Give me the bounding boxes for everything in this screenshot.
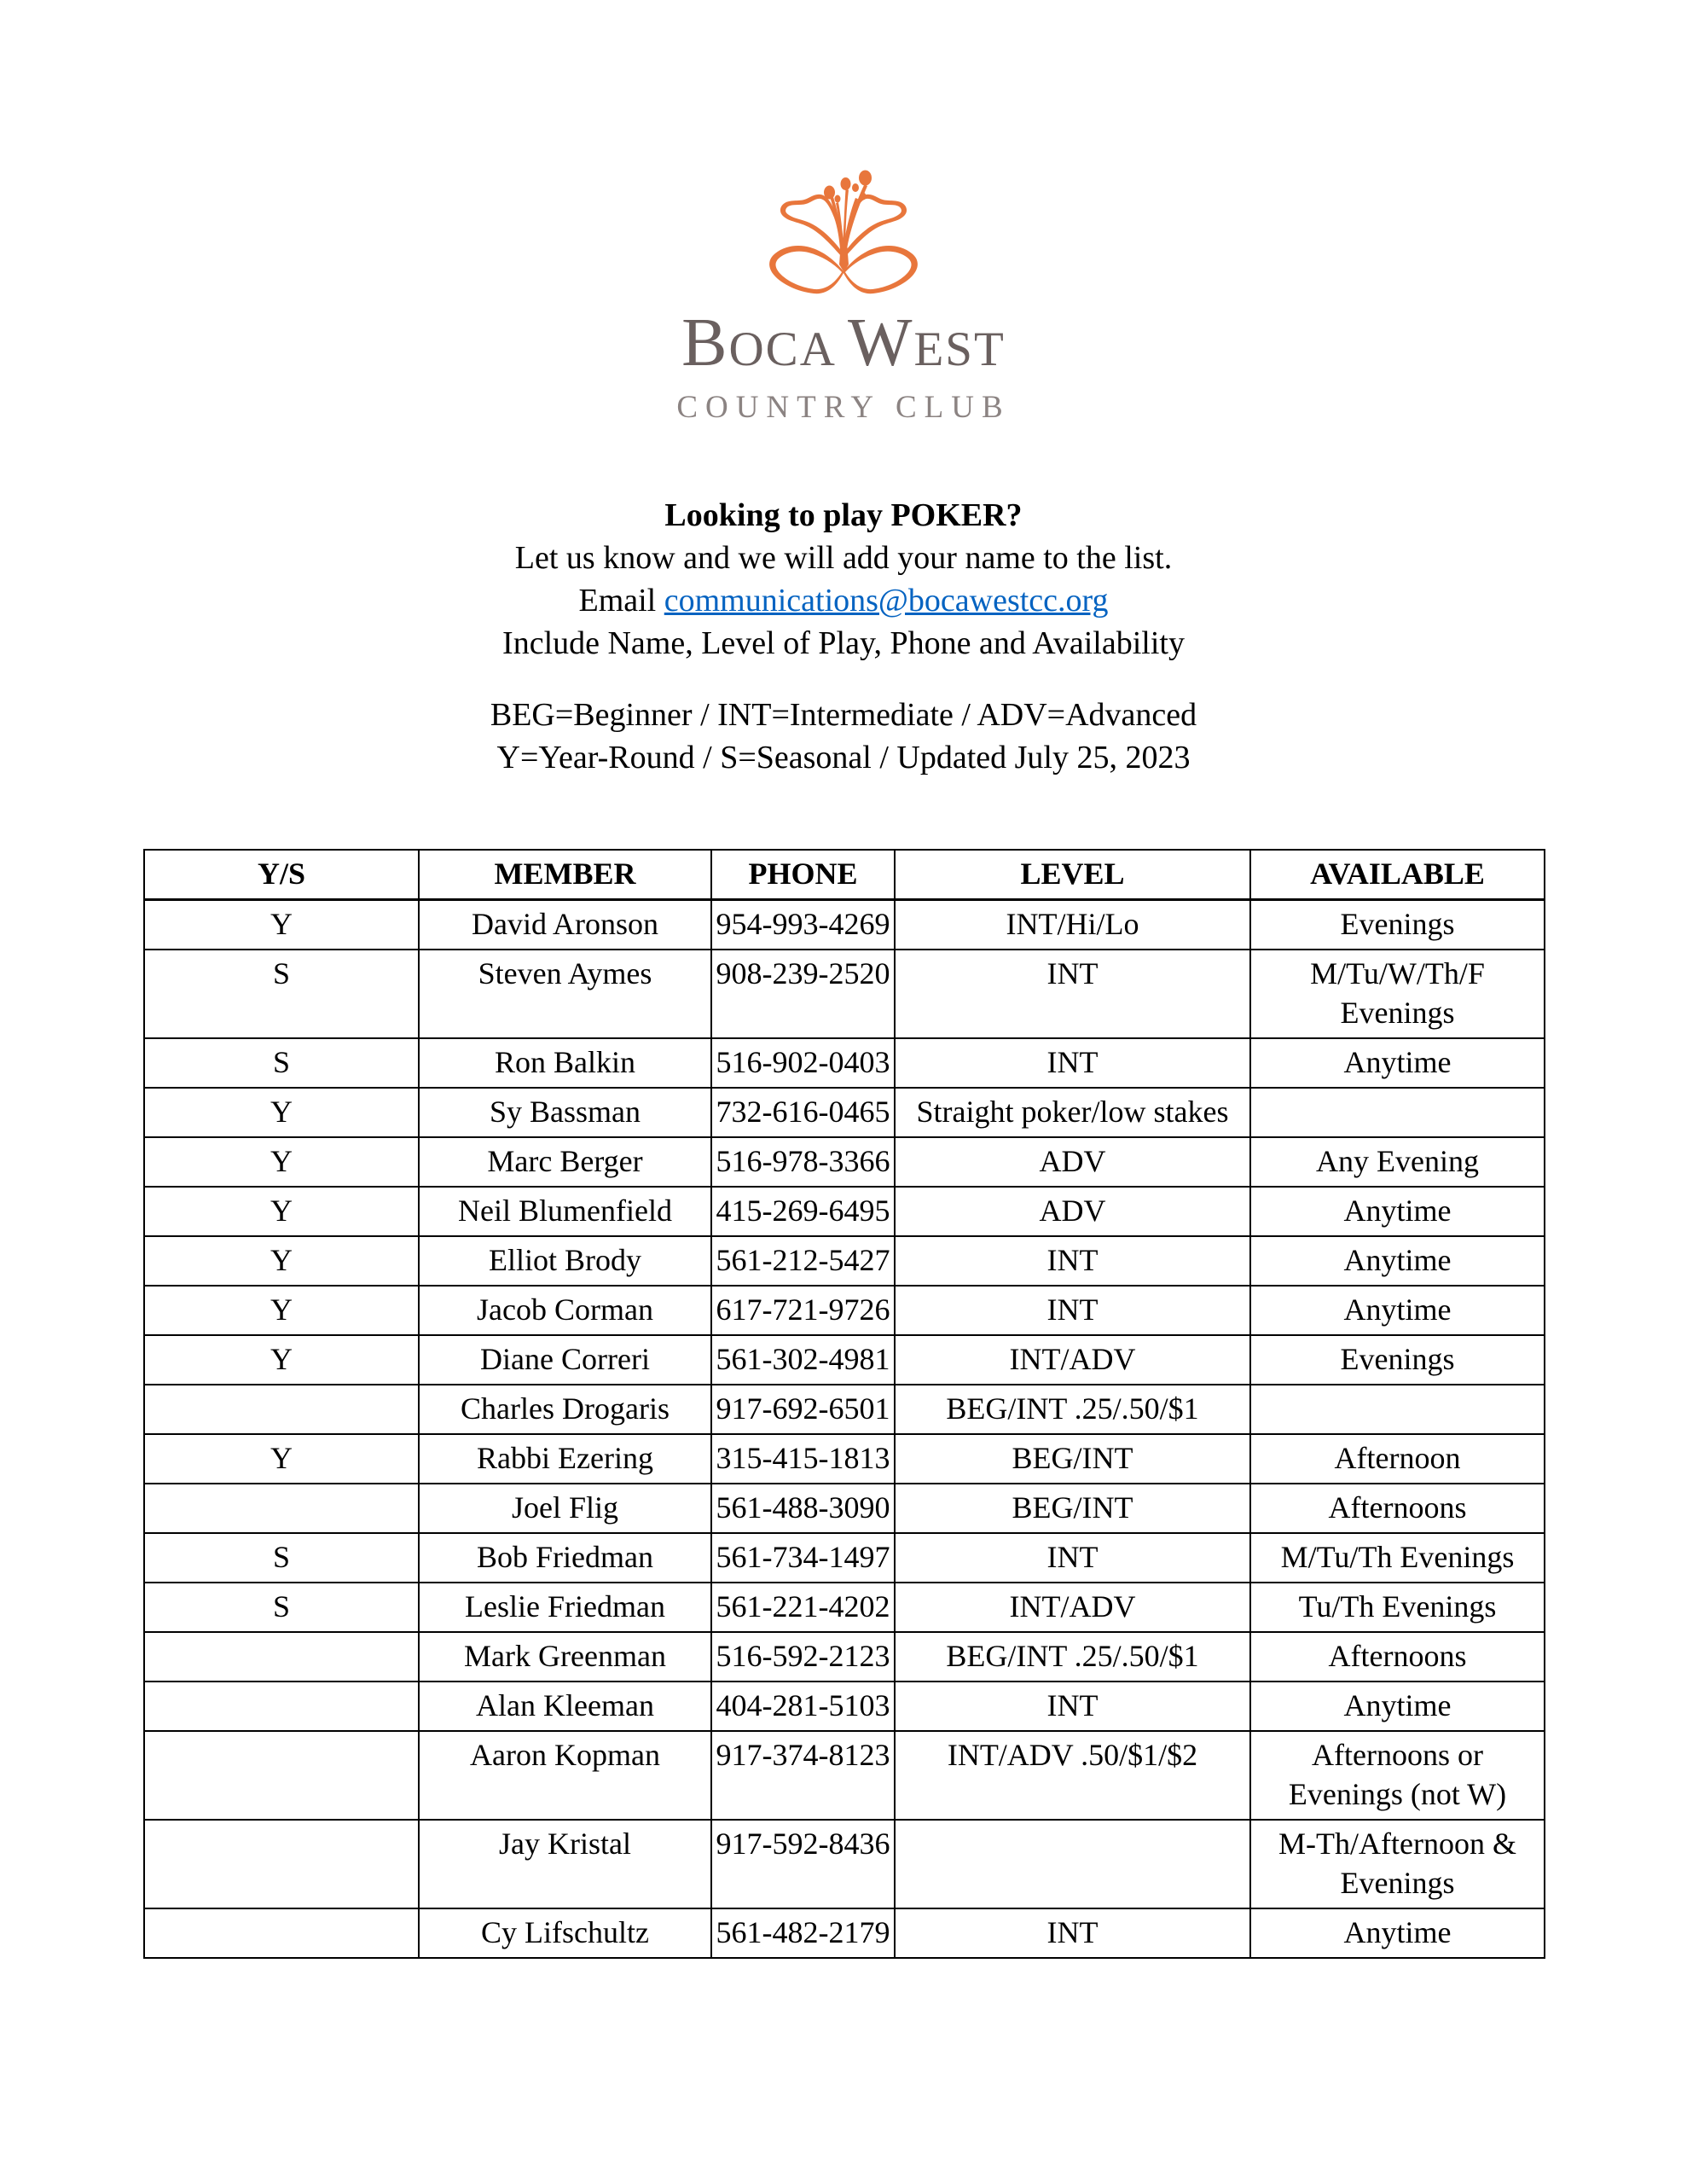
cell-phone: 561-221-4202	[711, 1583, 895, 1632]
cell-phone: 561-302-4981	[711, 1335, 895, 1385]
cell-ys	[144, 1682, 419, 1731]
logo-wordmark	[0, 305, 1687, 380]
cell-available: Evenings	[1250, 1335, 1545, 1385]
cell-ys	[144, 1731, 419, 1820]
cell-ys: Y	[144, 1335, 419, 1385]
column-header-level: LEVEL	[895, 850, 1250, 900]
cell-available: Afternoons or Evenings (not W)	[1250, 1731, 1545, 1820]
cell-phone: 516-902-0403	[711, 1038, 895, 1088]
intro-headline: Looking to play POKER?	[664, 497, 1023, 533]
table-row	[144, 1731, 1545, 1820]
cell-ys: S	[144, 950, 419, 1038]
poker-roster-table	[143, 849, 1545, 1959]
cell-ys: S	[144, 1583, 419, 1632]
cell-member: Joel Flig	[419, 1484, 711, 1533]
cell-available: Afternoons	[1250, 1632, 1545, 1682]
cell-member: Bob Friedman	[419, 1533, 711, 1583]
roster-table-head	[144, 850, 1545, 900]
table-row	[144, 1385, 1545, 1434]
cell-level: BEG/INT	[895, 1484, 1250, 1533]
cell-member: Charles Drogaris	[419, 1385, 711, 1434]
cell-available: Anytime	[1250, 1187, 1545, 1236]
cell-level: BEG/INT .25/.50/$1	[895, 1385, 1250, 1434]
intro-email-line	[0, 579, 1687, 622]
cell-available: Afternoons	[1250, 1484, 1545, 1533]
cell-ys: Y	[144, 1137, 419, 1187]
cell-level: INT	[895, 950, 1250, 1038]
intro-line-4: Include Name, Level of Play, Phone and Availability	[502, 625, 1185, 661]
cell-member: Jacob Corman	[419, 1286, 711, 1335]
cell-member: Alan Kleeman	[419, 1682, 711, 1731]
cell-phone: 404-281-5103	[711, 1682, 895, 1731]
cell-member: Jay Kristal	[419, 1820, 711, 1908]
cell-available: Anytime	[1250, 1682, 1545, 1731]
cell-level: ADV	[895, 1187, 1250, 1236]
cell-level	[895, 1820, 1250, 1908]
cell-ys: Y	[144, 1187, 419, 1236]
cell-ys	[144, 1908, 419, 1958]
logo-wordmark-oca: OCA	[728, 322, 848, 376]
cell-level: INT/ADV	[895, 1583, 1250, 1632]
contact-email-link[interactable]: communications@bocawestcc.org	[664, 583, 1109, 619]
cell-member: David Aronson	[419, 900, 711, 950]
intro-text-block	[0, 494, 1687, 694]
table-row	[144, 1533, 1545, 1583]
cell-level: Straight poker/low stakes	[895, 1088, 1250, 1137]
cell-ys	[144, 1632, 419, 1682]
table-row	[144, 1682, 1545, 1731]
cell-phone: 732-616-0465	[711, 1088, 895, 1137]
cell-member: Steven Aymes	[419, 950, 711, 1038]
intro-email-prefix: Email	[578, 583, 664, 619]
cell-ys: Y	[144, 1434, 419, 1484]
cell-level: INT	[895, 1908, 1250, 1958]
cell-member: Rabbi Ezering	[419, 1434, 711, 1484]
legend-line-levels: BEG=Beginner / INT=Intermediate / ADV=Advanced	[490, 697, 1197, 733]
table-row	[144, 1088, 1545, 1137]
intro-spacer	[0, 665, 1687, 694]
cell-ys: S	[144, 1038, 419, 1088]
table-row	[144, 950, 1545, 1038]
logo-wordmark-b: B	[681, 305, 729, 380]
cell-available: M/Tu/Th Evenings	[1250, 1533, 1545, 1583]
club-logo-block	[0, 0, 1687, 426]
cell-available: M-Th/Afternoon & Evenings	[1250, 1820, 1545, 1908]
cell-available: Any Evening	[1250, 1137, 1545, 1187]
cell-phone: 617-721-9726	[711, 1286, 895, 1335]
cell-ys: Y	[144, 1236, 419, 1286]
cell-member: Cy Lifschultz	[419, 1908, 711, 1958]
legend-block	[0, 694, 1687, 779]
cell-phone: 315-415-1813	[711, 1434, 895, 1484]
cell-ys	[144, 1385, 419, 1434]
cell-member: Sy Bassman	[419, 1088, 711, 1137]
column-header-available: AVAILABLE	[1250, 850, 1545, 900]
cell-level: INT	[895, 1286, 1250, 1335]
legend-line-season: Y=Year-Round / S=Seasonal / Updated July 25, 2023	[496, 740, 1191, 775]
table-row	[144, 1137, 1545, 1187]
cell-phone: 561-482-2179	[711, 1908, 895, 1958]
cell-level: INT/Hi/Lo	[895, 900, 1250, 950]
table-row	[144, 1583, 1545, 1632]
cell-phone: 917-374-8123	[711, 1731, 895, 1820]
table-header-row	[144, 850, 1545, 900]
cell-available	[1250, 1385, 1545, 1434]
cell-ys	[144, 1484, 419, 1533]
column-header-phone: PHONE	[711, 850, 895, 900]
table-row	[144, 1434, 1545, 1484]
logo-wordmark-est: EST	[913, 322, 1006, 376]
cell-available: Evenings	[1250, 900, 1545, 950]
cell-member: Marc Berger	[419, 1137, 711, 1187]
cell-phone: 561-488-3090	[711, 1484, 895, 1533]
table-row	[144, 1038, 1545, 1088]
cell-phone: 516-592-2123	[711, 1632, 895, 1682]
cell-available: Anytime	[1250, 1286, 1545, 1335]
column-header-ys: Y/S	[144, 850, 419, 900]
cell-level: BEG/INT .25/.50/$1	[895, 1632, 1250, 1682]
hibiscus-flower-logo-icon	[756, 167, 931, 304]
cell-available: Tu/Th Evenings	[1250, 1583, 1545, 1632]
cell-member: Elliot Brody	[419, 1236, 711, 1286]
table-row	[144, 900, 1545, 950]
table-row	[144, 1484, 1545, 1533]
cell-phone: 917-692-6501	[711, 1385, 895, 1434]
cell-available: Anytime	[1250, 1236, 1545, 1286]
intro-line-2: Let us know and we will add your name to the list.	[514, 540, 1173, 576]
cell-member: Ron Balkin	[419, 1038, 711, 1088]
cell-ys: S	[144, 1533, 419, 1583]
cell-available: Afternoon	[1250, 1434, 1545, 1484]
cell-phone: 917-592-8436	[711, 1820, 895, 1908]
cell-level: BEG/INT	[895, 1434, 1250, 1484]
roster-table-body	[144, 900, 1545, 1959]
table-row	[144, 1236, 1545, 1286]
cell-level: INT	[895, 1533, 1250, 1583]
cell-phone: 415-269-6495	[711, 1187, 895, 1236]
table-row	[144, 1632, 1545, 1682]
cell-phone: 561-734-1497	[711, 1533, 895, 1583]
cell-member: Leslie Friedman	[419, 1583, 711, 1632]
cell-ys: Y	[144, 1088, 419, 1137]
roster-table-wrap	[143, 849, 1544, 1959]
table-row	[144, 1286, 1545, 1335]
cell-member: Neil Blumenfield	[419, 1187, 711, 1236]
cell-level: INT	[895, 1236, 1250, 1286]
cell-level: INT/ADV .50/$1/$2	[895, 1731, 1250, 1820]
logo-subtitle: COUNTRY CLUB	[676, 390, 1011, 425]
cell-available: Anytime	[1250, 1038, 1545, 1088]
cell-phone: 516-978-3366	[711, 1137, 895, 1187]
cell-available	[1250, 1088, 1545, 1137]
cell-ys: Y	[144, 900, 419, 950]
cell-phone: 908-239-2520	[711, 950, 895, 1038]
column-header-member: MEMBER	[419, 850, 711, 900]
table-row	[144, 1335, 1545, 1385]
cell-level: INT/ADV	[895, 1335, 1250, 1385]
cell-level: INT	[895, 1038, 1250, 1088]
cell-phone: 954-993-4269	[711, 900, 895, 950]
logo-wordmark-w: W	[847, 305, 914, 380]
cell-phone: 561-212-5427	[711, 1236, 895, 1286]
cell-ys: Y	[144, 1286, 419, 1335]
cell-ys	[144, 1820, 419, 1908]
cell-level: INT	[895, 1682, 1250, 1731]
table-row	[144, 1820, 1545, 1908]
cell-available: M/Tu/W/Th/F Evenings	[1250, 950, 1545, 1038]
table-row	[144, 1908, 1545, 1958]
cell-level: ADV	[895, 1137, 1250, 1187]
cell-member: Mark Greenman	[419, 1632, 711, 1682]
cell-member: Aaron Kopman	[419, 1731, 711, 1820]
table-row	[144, 1187, 1545, 1236]
cell-available: Anytime	[1250, 1908, 1545, 1958]
cell-member: Diane Correri	[419, 1335, 711, 1385]
